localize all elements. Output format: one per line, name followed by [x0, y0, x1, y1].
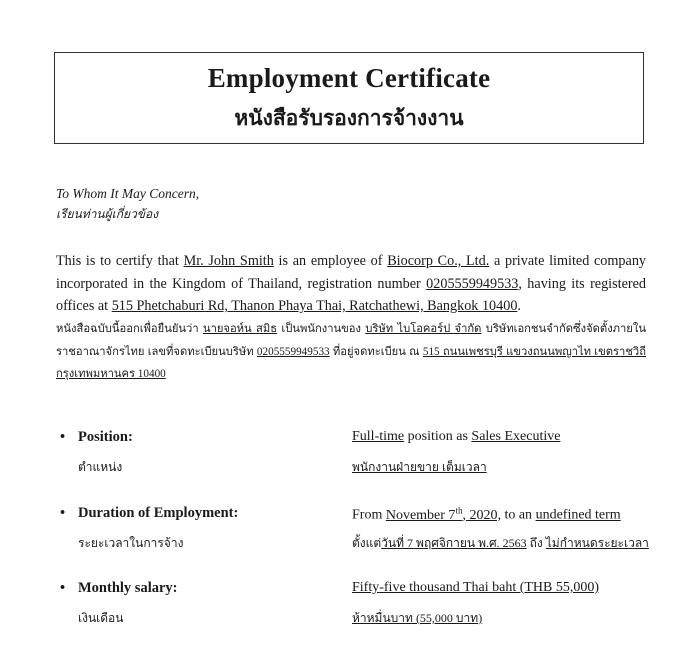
text: This is to certify that	[56, 253, 184, 269]
text: บริษัทเอกชนจำกัดซึ่งจัดตั้งภายในราชอาณาจักรไทย เลขที่จดทะเบียนบริษัท	[56, 323, 646, 358]
bullet-icon: •	[60, 505, 66, 521]
duration-label	[60, 505, 238, 522]
title-box	[54, 52, 644, 144]
start-date	[385, 505, 501, 523]
duration-value-thai	[352, 534, 649, 553]
duration-label-thai: ระยะเวลาในการจ้าง	[78, 536, 184, 550]
bullet-icon: •	[60, 429, 66, 445]
text: ที่อยู่จดทะเบียน ณ	[329, 345, 423, 358]
text: From	[352, 507, 386, 523]
job-title: Sales Executive	[471, 429, 561, 444]
company-address: 515 Phetchaburi Rd, Thanon Phaya Thai, Ratchathewi, Bangkok 10400	[111, 298, 518, 314]
registration-number: 0205559949533	[426, 275, 519, 292]
position-value	[352, 429, 560, 445]
salary-value-thai	[352, 609, 482, 628]
position-label-text: Position:	[78, 429, 133, 445]
text: หนังสือฉบับนี้ออกเพื่อยืนยันว่า	[56, 323, 203, 335]
position-label-thai: ตำแหน่ง	[78, 460, 123, 474]
end-term: undefined term	[535, 507, 621, 523]
text: , having its registered offices at	[56, 275, 646, 314]
company-address-thai: 515 ถนนเพชรบุรี แขวงถนนพญาไท เขตราชวิถี กรุงเทพมหานคร 10400	[56, 345, 646, 380]
company-name: Biocorp Co., Ltd.	[387, 253, 490, 269]
duration-value	[352, 505, 621, 524]
duration-label-text: Duration of Employment:	[78, 505, 239, 521]
salary-amount: Fifty-five thousand Thai baht (THB 55,000)	[352, 580, 600, 595]
end-term-thai: ไม่กำหนดระยะเวลา	[545, 536, 649, 550]
certification-paragraph-thai	[56, 318, 646, 386]
salary-amount-thai: ห้าหมื่นบาท (55,000 บาท)	[352, 611, 483, 625]
start-year: , 2020,	[462, 507, 501, 523]
start-date-thai: วันที่ 7 พฤศจิกายน พ.ศ. 2563	[381, 536, 527, 550]
text: ตั้งแต่	[352, 536, 382, 550]
salutation	[56, 183, 199, 225]
employment-type: Full-time	[352, 429, 405, 444]
salary-label-thai: เงินเดือน	[78, 611, 124, 625]
job-title-thai: พนักงานฝ่ายขาย เต็มเวลา	[352, 460, 487, 474]
text: position as	[404, 429, 472, 444]
text: .	[517, 298, 521, 314]
salutation-thai: เรียนท่านผู้เกี่ยวข้อง	[56, 207, 159, 221]
text: a private limited company incorporated in the Kingdom of Thailand, registration number	[56, 253, 647, 292]
text: เป็นพนักงานของ	[277, 323, 366, 335]
document-title: Employment Certificate	[207, 63, 491, 93]
text: to an	[500, 507, 536, 523]
position-value-thai	[352, 458, 487, 477]
certification-paragraph-english	[56, 250, 646, 318]
start-date-text: November 7	[385, 507, 456, 523]
bullet-icon: •	[60, 580, 66, 596]
text: ถึง	[526, 536, 546, 550]
salutation-english: To Whom It May Concern,	[56, 186, 200, 201]
ordinal-suffix: th	[455, 505, 463, 515]
employee-name: Mr. John Smith	[183, 253, 274, 269]
salary-label	[60, 580, 177, 597]
salary-label-text: Monthly salary:	[78, 580, 178, 596]
registration-number-thai: 0205559949533	[256, 345, 330, 358]
position-label	[60, 429, 133, 446]
document-title-thai: หนังสือรับรองการจ้างงาน	[234, 106, 464, 130]
text: is an employee of	[273, 253, 388, 269]
company-name-thai: บริษัท ไบโอคอร์ป จำกัด	[365, 323, 482, 335]
salary-value	[352, 580, 599, 596]
employee-name-thai: นายจอห์น สมิธ	[202, 323, 278, 335]
